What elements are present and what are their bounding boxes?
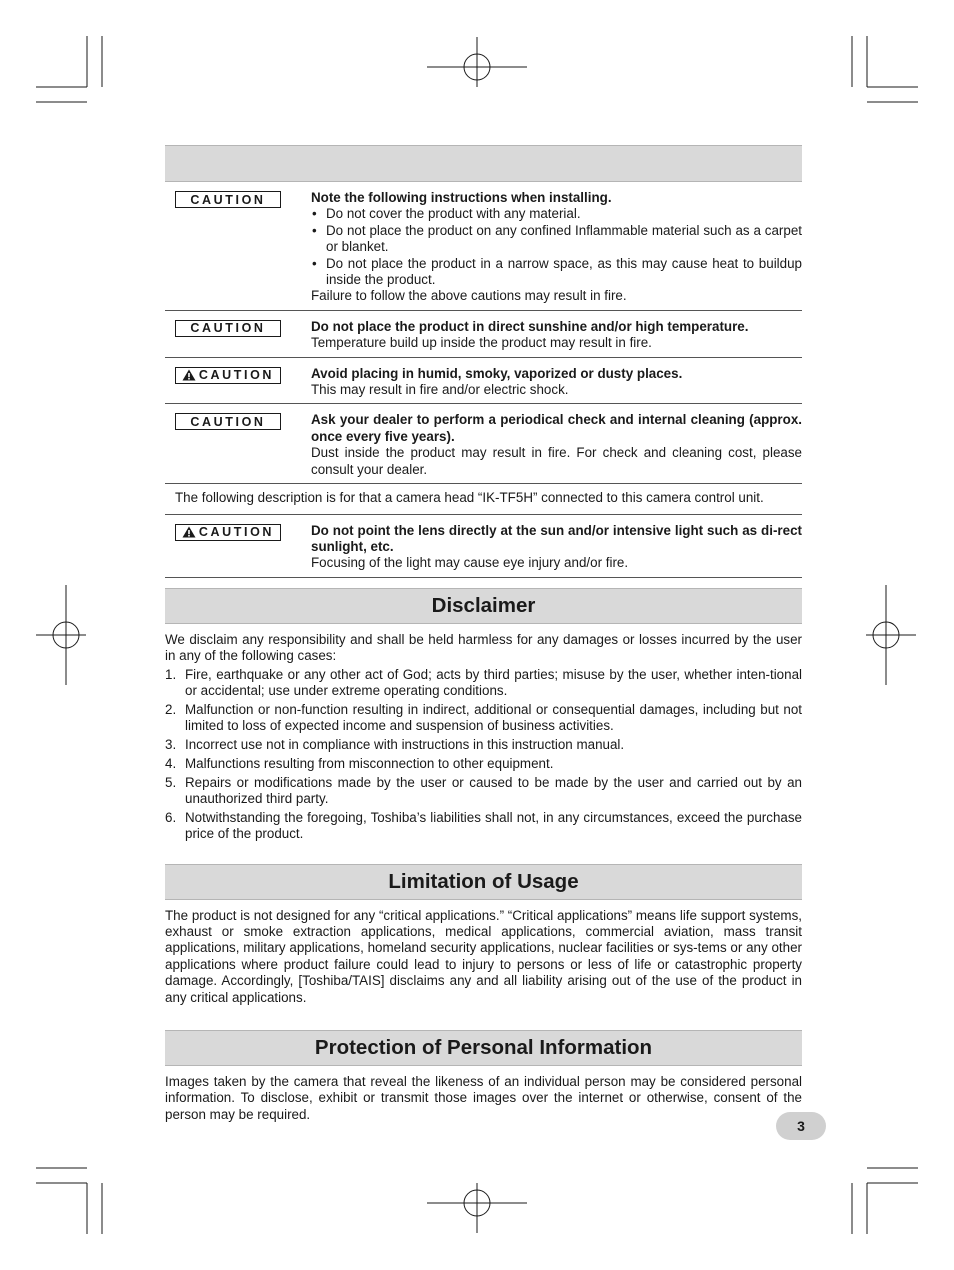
caution-badge: CAUTION <box>175 367 281 384</box>
caution-body: Focusing of the light may cause eye injury and/or fire. <box>311 555 629 571</box>
caution-body: Temperature build up inside the product may result in fire. <box>311 335 652 351</box>
caution-row <box>165 515 802 578</box>
caution-heading: Do not place the product in direct sunshine and/or high temperature. <box>311 318 749 334</box>
privacy-body: Images taken by the camera that reveal the likeness of an individual person may be considered personal information. To disclose, exhibit or transmit those images over the internet or otherwise, consent of the person may be required. <box>165 1073 802 1122</box>
caution-body: Failure to follow the above cautions may result in fire. <box>311 288 627 304</box>
caution-body: Dust inside the product may result in fire. For check and cleaning cost, please consult your dealer. <box>311 445 802 477</box>
top-header-bar <box>165 145 802 182</box>
list-item: • Do not place the product in a narrow space, as this may cause heat to buildup inside the product. <box>311 256 802 289</box>
caution-row <box>165 182 802 311</box>
disclaimer-heading: Disclaimer <box>165 588 802 624</box>
warning-triangle-icon <box>182 526 196 538</box>
caution-badge: CAUTION <box>175 413 281 430</box>
list-item: • Do not cover the product with any material. <box>311 206 802 222</box>
caution-row <box>165 311 802 358</box>
caution-table <box>165 182 802 578</box>
warning-triangle-icon <box>182 369 196 381</box>
list-item: 3. Incorrect use not in compliance with instructions in this instruction manual. <box>165 736 625 752</box>
disclaimer-list <box>165 667 802 843</box>
list-item: 6. Notwithstanding the foregoing, Toshiba’s liabilities shall not, in any circumstances, exceed the purchase price of the product. <box>165 809 802 842</box>
caution-row <box>165 358 802 405</box>
page-content <box>165 145 802 1123</box>
caution-badge: CAUTION <box>175 320 281 337</box>
caution-heading: Do not point the lens directly at the sun and/or intensive light such as di-rect sunlight, etc. <box>311 522 802 554</box>
caution-bullet-list <box>311 206 802 288</box>
caution-body: This may result in fire and/or electric shock. <box>311 382 569 398</box>
limitation-body: The product is not designed for any “critical applications.” “Critical applications” means life support systems, exhaust or smoke extraction applications, medical applications, commercial aviation, mass transit applications, military applications, homeland security applications, nuclear facilities or sys-tems or any other applications where product failure could lead to injury to persons or less of life or catastrophic property damage. Accordingly, [Toshiba/TAIS] disclaims any and all liability arising out of the use of the product in any critical applications. <box>165 907 802 1005</box>
list-item: • Do not place the product on any confined Inflammable material such as a carpet or blanket. <box>311 223 802 256</box>
limitation-heading: Limitation of Usage <box>165 864 802 900</box>
caution-badge: CAUTION <box>175 191 281 208</box>
list-item: 1. Fire, earthquake or any other act of God; acts by third parties; misuse by the user, whether inten-tional or accidental; use under extreme operating conditions. <box>165 666 802 698</box>
list-item: 5. Repairs or modifications made by the user or caused to be made by the user and carried out by an unauthorized third party. <box>165 774 802 806</box>
caution-heading: Ask your dealer to perform a periodical check and internal cleaning (approx. once every five years). <box>311 412 802 444</box>
caution-heading: Note the following instructions when installing. <box>311 190 612 205</box>
camera-head-note: The following description is for that a camera head “IK-TF5H” connected to this camera control unit. <box>165 484 802 514</box>
caution-heading: Avoid placing in humid, smoky, vaporized or dusty places. <box>311 365 683 381</box>
caution-badge: CAUTION <box>175 524 281 541</box>
privacy-heading: Protection of Personal Information <box>165 1030 802 1066</box>
list-item: 4. Malfunctions resulting from misconnection to other equipment. <box>165 755 554 771</box>
page-number-badge: 3 <box>776 1112 826 1140</box>
caution-row <box>165 404 802 484</box>
disclaimer-intro: We disclaim any responsibility and shall be held harmless for any damages or losses incurred by the user in any of the following cases: <box>165 631 802 664</box>
list-item: 2. Malfunction or non-function resulting in indirect, additional or consequential damages, including but not limited to loss of expected income and suspension of business activities. <box>165 701 802 734</box>
